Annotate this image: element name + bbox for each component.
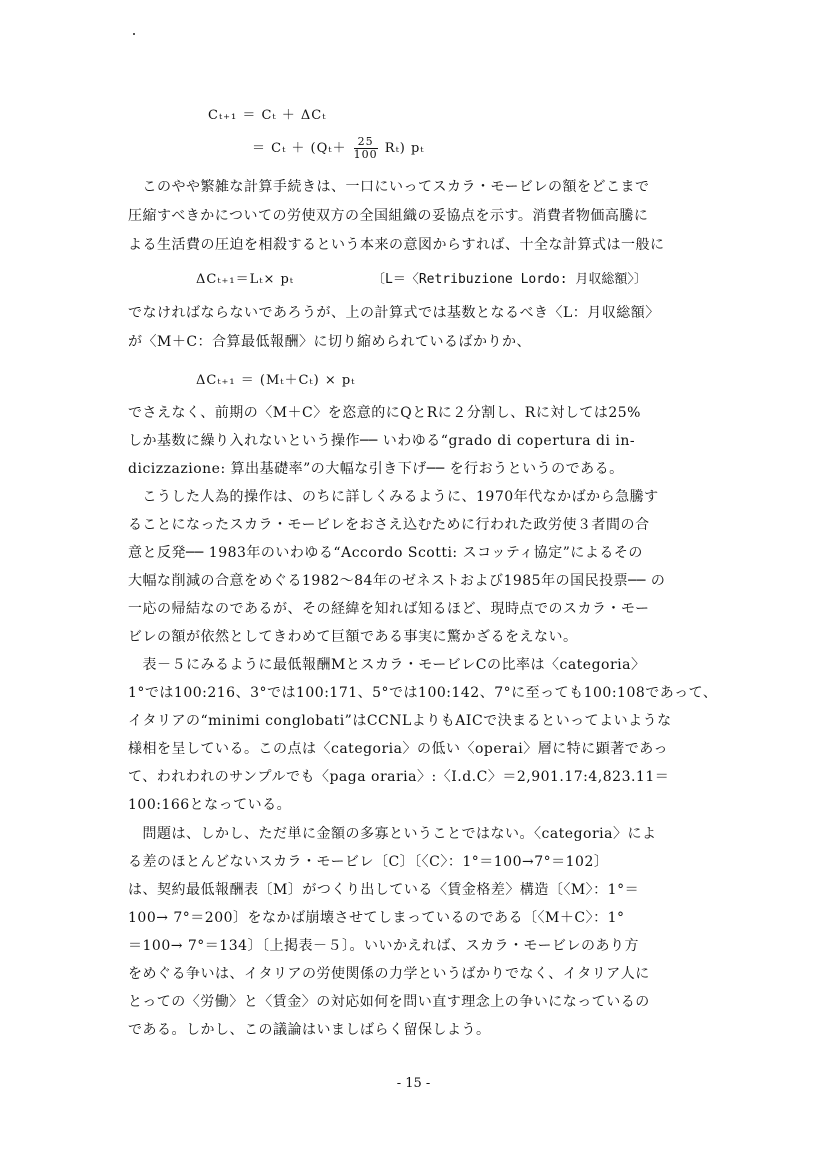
body-line: 意と反発── 1983年のいわゆる“Accordo Scotti: スコッティ協定”によるその xyxy=(128,545,643,561)
body-line: 100:166となっている。 xyxy=(128,797,292,813)
body-line: こうした人為的操作は、のちに詳しくみるように、1970年代なかばから急騰す xyxy=(128,489,659,505)
body-line: 1°では100:216、3°では100:171、5°では100:142、7°に至っても100:108であって、 xyxy=(128,685,718,701)
body-line: である。しかし、この議論はいましばらく留保しよう。 xyxy=(128,1022,491,1038)
fraction-denominator: 100 xyxy=(353,148,378,161)
fraction xyxy=(354,136,378,161)
body-line: ＝100→ 7°＝134〕〔上掲表－５〕。いいかえれば、スカラ・モービレのあり方 xyxy=(128,938,639,954)
page-number: - 15 - xyxy=(396,1076,431,1091)
body-line: ビレの額が依然としてきわめて巨額である事実に驚かざるをえない。 xyxy=(128,629,578,645)
body-line: dicizzazione: 算出基礎率”の大幅な引き下げ── を行おうというのである。 xyxy=(128,461,624,477)
body-line: 表－５にみるように最低報酬Mとスカラ・モービレCの比率は〈categoria〉 xyxy=(128,657,646,673)
body-line: イタリアの“minimi conglobati”はCCNLよりもAICで決まるといってよいような xyxy=(128,713,672,729)
body-line: よる生活費の圧迫を相殺するという本来の意図からすれば、十全な計算式は一般に xyxy=(128,237,665,253)
body-line: でなければならないであろうが、上の計算式では基数となるべき〈L：月収総額〉 xyxy=(128,305,660,321)
body-line: 様相を呈している。この点は〈categoria〉の低い〈operai〉層に特に顕著であっ xyxy=(128,741,669,757)
body-line: る差のほとんどないスカラ・モービレ〔C〕〔〈C〉：1°＝100→7°＝102〕 xyxy=(128,854,609,870)
body-line: 問題は、しかし、ただ単に金額の多寡ということではない。〈categoria〉によ xyxy=(128,826,657,842)
body-line: て、われわれのサンプルでも〈paga oraria〉:〈I.d.C〉＝2,901.17:4,823.11＝ xyxy=(128,769,670,785)
formula-line-2 xyxy=(252,136,425,161)
body-line: をめぐる争いは、イタリアの労使関係の力学というばかりでなく、イタリア人に xyxy=(128,966,650,982)
formula-line-2-start: ＝ Cₜ ＋ (Qₜ＋ xyxy=(252,141,347,156)
body-line: とっての〈労働〉と〈賃金〉の対応如何を問い直す理念上の争いになっているの xyxy=(128,994,650,1010)
body-line: でさえなく、前期の〈M＋C〉を恣意的にQとRに２分割し、Rに対しては25% xyxy=(128,405,641,421)
fraction-numerator: 25 xyxy=(354,136,378,149)
body-line: 大幅な削減の合意をめぐる1982～84年のゼネストおよび1985年の国民投票── の xyxy=(128,573,666,589)
formula-reduced-base: ΔCₜ₊₁ ＝ (Mₜ＋Cₜ) × pₜ xyxy=(196,373,356,388)
body-line: は、契約最低報酬表〔M〕がつくり出している〈賃金格差〉構造〔〈M〉：1°＝ xyxy=(128,882,640,898)
body-line: しか基数に繰り入れないという操作── いわゆる“grado di copertura di in- xyxy=(128,433,636,449)
scan-speck xyxy=(133,33,135,35)
body-line: このやや繁雑な計算手続きは、一口にいってスカラ・モービレの額をどこまで xyxy=(128,179,650,195)
body-line: 100→ 7°＝200〕をなかば崩壊させてしまっているのである〔〈M＋C〉：1° xyxy=(128,910,625,926)
body-line: ることになったスカラ・モービレをおさえ込むために行われた政労使３者間の合 xyxy=(128,517,650,533)
formula-line-1: Cₜ₊₁ ＝ Cₜ ＋ ΔCₜ xyxy=(208,108,327,123)
body-line: 圧縮すべきかについての労使双方の全国組織の妥協点を示す。消費者物価高騰に xyxy=(128,208,649,224)
formula-line-2-end: Rₜ) pₜ xyxy=(384,141,425,156)
formula-note: 〔L＝〈Retribuzione Lordo: 月収総額〉〕 xyxy=(372,272,647,287)
body-line: が〈M＋C：合算最低報酬〉に切り縮められているばかりか、 xyxy=(128,334,532,350)
formula-full-base: ΔCₜ₊₁＝Lₜ× pₜ xyxy=(196,272,295,287)
body-line: 一応の帰結なのであるが、その経緯を知れば知るほど、現時点でのスカラ・モー xyxy=(128,601,650,617)
